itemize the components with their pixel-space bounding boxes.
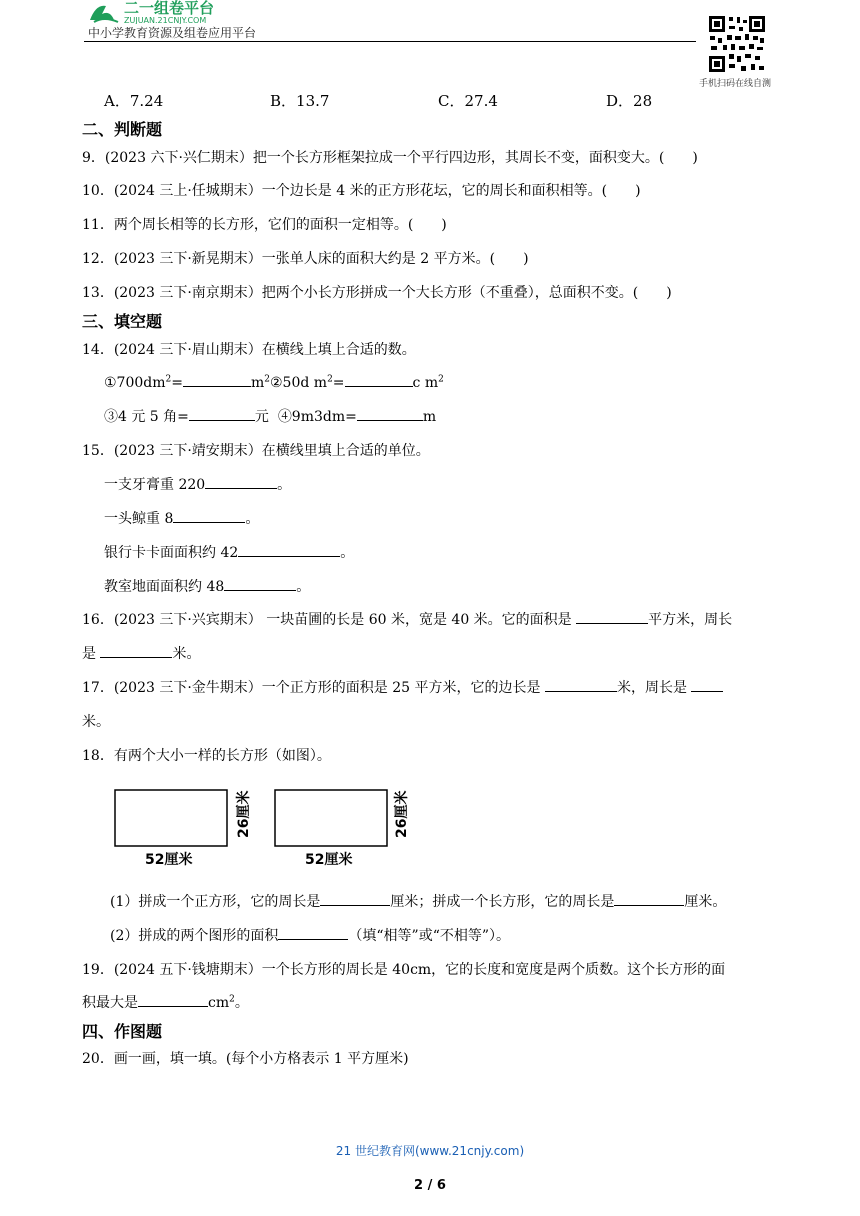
site-logo bbox=[84, 0, 274, 24]
logo-text: 二一组卷平台 bbox=[124, 0, 215, 17]
rectangle-2 bbox=[275, 790, 387, 846]
answer-blank[interactable] bbox=[345, 372, 413, 387]
answer-blank[interactable] bbox=[183, 372, 251, 387]
question-9: 9．(2023 六下·兴仁期末）把一个长方形框架拉成一个平行四边形，其周长不变，面积变大。( ) bbox=[82, 150, 698, 166]
answer-blank[interactable] bbox=[691, 677, 723, 692]
q14-row-2: ③4 元 5 角= 元 ④9m3dm= m bbox=[104, 406, 436, 426]
page-number: 2 / 6 bbox=[414, 1178, 446, 1193]
answer-blank[interactable] bbox=[100, 643, 172, 658]
answer-blank[interactable] bbox=[238, 542, 340, 557]
header-rule bbox=[84, 41, 696, 42]
rect1-height-label: 26厘米 bbox=[236, 790, 252, 838]
question-15: 15．(2023 三下·靖安期末）在横线里填上合适的单位。 bbox=[82, 443, 430, 459]
answer-blank[interactable] bbox=[205, 474, 277, 489]
answer-blank[interactable] bbox=[138, 992, 208, 1007]
rect1-width-label: 52厘米 bbox=[145, 852, 193, 868]
footer-site-link[interactable]: 21 世纪教育网(www.21cnjy.com) bbox=[335, 1144, 525, 1158]
q15-item-1: 一支牙膏重 220 。 bbox=[104, 474, 291, 494]
question-11: 11．两个周长相等的长方形，它们的面积一定相等。( ) bbox=[82, 217, 447, 233]
question-10: 10．(2024 三上·任城期末）一个边长是 4 米的正方形花坛，它的周长和面积相等。( ) bbox=[82, 183, 641, 199]
answer-blank[interactable] bbox=[357, 406, 423, 421]
rectangle-1 bbox=[115, 790, 227, 846]
question-12: 12．(2023 三下·新晃期末）一张单人床的面积大约是 2 平方米。( ) bbox=[82, 251, 529, 267]
answer-blank[interactable] bbox=[545, 677, 617, 692]
q18-part-2: (2）拼成的两个图形的面积 （填“相等”或“不相等”）。 bbox=[110, 925, 510, 945]
q15-item-4: 教室地面面积约 48 。 bbox=[104, 576, 310, 596]
question-19-line-1: 19．(2024 五下·钱塘期末）一个长方形的周长是 40cm，它的长度和宽度是两个质数。这个长方形的面 bbox=[82, 962, 726, 978]
question-17-line-1: 17．(2023 三下·金牛期末）一个正方形的面积是 25 平方米，它的边长是 米，周长是 bbox=[82, 677, 723, 697]
question-13: 13．(2023 三下·南京期末）把两个小长方形拼成一个大长方形（不重叠），总面积不变。( ) bbox=[82, 285, 672, 301]
question-18: 18．有两个大小一样的长方形（如图）。 bbox=[82, 748, 331, 764]
q8-option-d: D．28 bbox=[606, 92, 653, 110]
q18-part-1: (1）拼成一个正方形，它的周长是 厘米；拼成一个长方形，它的周长是 厘米。 bbox=[110, 891, 726, 911]
q15-item-3: 银行卡卡面面积约 42 。 bbox=[104, 542, 354, 562]
q8-option-c: C．27.4 bbox=[438, 92, 498, 110]
section-fill-heading: 三、填空题 bbox=[82, 312, 163, 331]
answer-blank[interactable] bbox=[173, 508, 245, 523]
section-judgment-heading: 二、判断题 bbox=[82, 120, 163, 139]
header-subtitle: 中小学教育资源及组卷应用平台 bbox=[88, 26, 257, 40]
qr-caption: 手机扫码在线自测 bbox=[699, 79, 772, 89]
answer-blank[interactable] bbox=[614, 891, 684, 906]
rect2-height-label: 26厘米 bbox=[394, 790, 410, 838]
question-14: 14．(2024 三下·眉山期末）在横线上填上合适的数。 bbox=[82, 342, 416, 358]
answer-blank[interactable] bbox=[320, 891, 390, 906]
q14-row-1: $①700dm^2=$ $m^2②50d$ $m^2= c$ $m^2$ bbox=[104, 372, 444, 391]
qr-code-icon[interactable] bbox=[707, 14, 767, 74]
question-19-line-2: 积最大是 $cm^2$。 bbox=[82, 992, 249, 1012]
logo-url: ZUJUAN.21CNJY.COM bbox=[124, 16, 207, 24]
rect2-width-label: 52厘米 bbox=[305, 852, 353, 868]
q8-option-b: B．13.7 bbox=[270, 92, 330, 110]
answer-blank[interactable] bbox=[189, 406, 255, 421]
question-17-line-2: 米。 bbox=[82, 714, 110, 730]
rectangles-figure bbox=[105, 776, 425, 876]
question-20: 20．画一画，填一填。(每个小方格表示 1 平方厘米) bbox=[82, 1051, 409, 1067]
question-16-line-1: 16．(2023 三下·兴宾期末） 一块苗圃的长是 60 米，宽是 40 米。它的面积是 平方米，周长 bbox=[82, 609, 732, 629]
answer-blank[interactable] bbox=[576, 609, 648, 624]
answer-blank[interactable] bbox=[224, 576, 296, 591]
section-drawing-heading: 四、作图题 bbox=[82, 1022, 163, 1041]
question-16-line-2: 是 米。 bbox=[82, 643, 200, 663]
answer-blank[interactable] bbox=[278, 925, 348, 940]
q8-option-a: A．7.24 bbox=[104, 92, 164, 110]
q15-item-2: 一头鲸重 8 。 bbox=[104, 508, 259, 528]
